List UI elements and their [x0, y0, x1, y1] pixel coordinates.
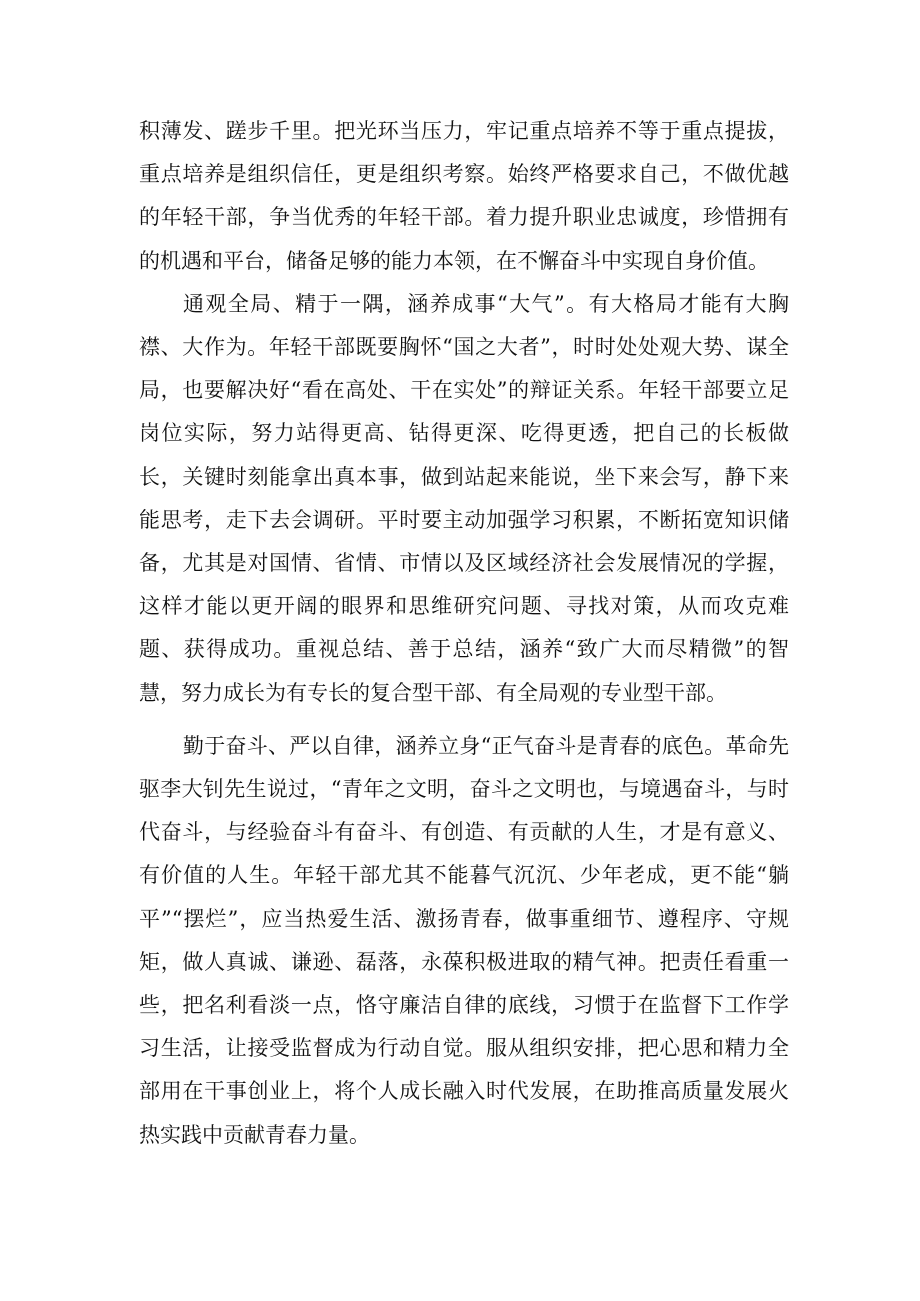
paragraph-big-picture: 通观全局、精于一隅，涵养成事“大气”。有大格局才能有大胸襟、大作为。年轻干部既要胸怀“国之大者”，时时处处观大势、谋全局，也要解决好“看在高处、干在实处”的辩证关系。年轻干部要立足岗位实际，努力站得更高、钻得更深、吃得更透，把自己的长板做长，关键时刻能拿出真本事，做到站起来能说，坐下来会写，静下来能思考，走下去会调研。平时要主动加强学习积累，不断拓宽知识储备，尤其是对国情、省情、市情以及区域经济社会发展情况的学握，这样才能以更开阔的眼界和思维研究问题、寻找对策，从而攻克难题、获得成功。重视总结、善于总结，涵养“致广大而尽精微”的智慧，努力成长为有专长的复合型干部、有全局观的专业型干部。: [139, 291, 789, 705]
paragraph-self-discipline: 勤于奋斗、严以自律，涵养立身“正气奋斗是青春的底色。革命先驱李大钊先生说过，“青年之文明，奋斗之文明也，与境遇奋斗，与时代奋斗，与经验奋斗有奋斗、有创造、有贡献的人生，才是有意义、有价值的人生。年轻干部尤其不能暮气沉沉、少年老成，更不能“躺平”“摆烂”，应当热爱生活、激扬青春，做事重细节、遵程序、守规矩，做人真诚、谦逊、磊落，永葆积极进取的精气神。把责任看重一些，把名利看淡一点，恪守廉洁自律的底线，习惯于在监督下工作学习生活，让接受监督成为行动自觉。服从组织安排，把心思和精力全部用在干事创业上，将个人成长融入时代发展，在助推高质量发展火热实践中贡献青春力量。: [139, 733, 789, 1147]
paragraph-continuation: 积薄发、蹉步千里。把光环当压力，牢记重点培养不等于重点提拔，重点培养是组织信任，更是组织考察。始终严格要求自己，不做优越的年轻干部，争当优秀的年轻干部。着力提升职业忠诚度，珍惜拥有的机遇和平台，储备足够的能力本领，在不懈奋斗中实现自身价值。: [139, 119, 789, 273]
paragraph-spacer: [139, 715, 789, 725]
document-body: [139, 110, 789, 1157]
